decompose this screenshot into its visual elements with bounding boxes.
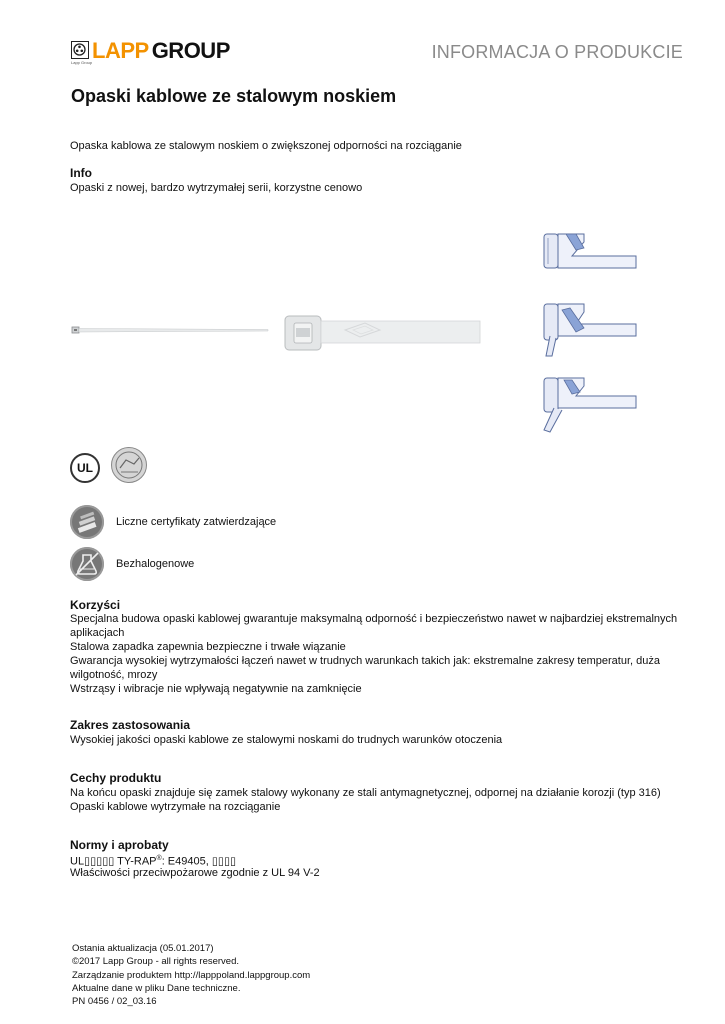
norms-line-1-post: : E49405, ▯▯▯▯ [161, 855, 237, 868]
logo [92, 37, 230, 65]
feature-label-halogen-free: Bezhalogenowe [116, 558, 195, 570]
benefits-heading: Korzyści [70, 598, 121, 612]
product-feature-line: Opaski kablowe wytrzymałe na rozciąganie [70, 801, 281, 813]
logo-lapp: LAPP [92, 38, 149, 63]
cable-tie-image [70, 310, 485, 355]
benefit-line: Stalowa zapadka zapewnia bezpieczne i trwałe wiązanie [70, 641, 346, 653]
halogen-free-icon [70, 547, 104, 581]
product-features-heading: Cechy produktu [70, 771, 162, 785]
footer-pn: PN 0456 / 02_03.16 [72, 996, 157, 1008]
footer [72, 942, 310, 1008]
benefits-list [70, 612, 710, 696]
application-text: Wysokiej jakości opaski kablowe ze stalowymi noskami do trudnych warunków otoczenia [70, 734, 503, 746]
document-type-header: INFORMACJA O PRODUKCIE [431, 42, 683, 62]
certificates-icon [70, 505, 104, 539]
norms-line-2: Właściwości przeciwpożarowe zgodnie z UL 94 V-2 [70, 867, 320, 879]
logo-mark-icon [71, 41, 89, 59]
footer-data-note: Aktualne dane w pliku Dane techniczne. [72, 982, 241, 994]
page-title: Opaski kablowe ze stalowym noskiem [71, 86, 397, 106]
footer-copyright: ©2017 Lapp Group - all rights reserved. [72, 956, 240, 968]
benefit-line: Wstrząsy i wibracje nie wpływają negatywnie na zamknięcie [70, 683, 362, 695]
registered-mark: ® [156, 855, 162, 862]
certification-seal-icon [111, 447, 147, 483]
norms-heading: Normy i aprobaty [70, 838, 169, 852]
norms-line-1-pre: UL▯▯▯▯▯ TY-RAP [70, 855, 157, 868]
ul-certification-icon [70, 453, 100, 483]
feature-label-certificates: Liczne certyfikaty zatwierdzające [116, 516, 277, 528]
footer-last-update: Ostania aktualizacja (05.01.2017) [72, 943, 214, 954]
benefit-line: wilgotność, mrozy [70, 669, 158, 681]
benefit-line: Specjalna budowa opaski kablowej gwarantuje maksymalną odporność i bezpieczeństwo nawet w najbardziej ekstremalnych [70, 613, 678, 625]
footer-product-management: Zarządzanie produktem http://lapppoland.lappgroup.com [72, 969, 311, 981]
logo-group: GROUP [151, 38, 230, 63]
product-features-list [70, 786, 710, 814]
product-subtitle: Opaska kablowa ze stalowym noskiem o zwiększonej odporności na rozciąganie [70, 140, 462, 152]
ul-mark-text: UL [77, 461, 93, 475]
benefit-line: aplikacjach [70, 627, 125, 639]
application-heading: Zakres zastosowania [70, 718, 191, 732]
benefit-line: Gwarancja wysokiej wytrzymałości łączeń nawet w trudnych warunkach takich jak: ekstremalne zakresy temperatur, duża [70, 655, 660, 667]
info-text: Opaski z nowej, bardzo wytrzymałej serii, korzystne cenowo [70, 182, 363, 194]
logo-subtext: Lapp Group [71, 60, 93, 65]
product-feature-line: Na końcu opaski znajduje się zamek stalowy wykonany ze stali antymagnetycznej, odpornej na działanie korozji (typ 316) [70, 787, 661, 799]
locking-mechanism-diagram [540, 228, 640, 438]
info-heading: Info [70, 166, 92, 180]
